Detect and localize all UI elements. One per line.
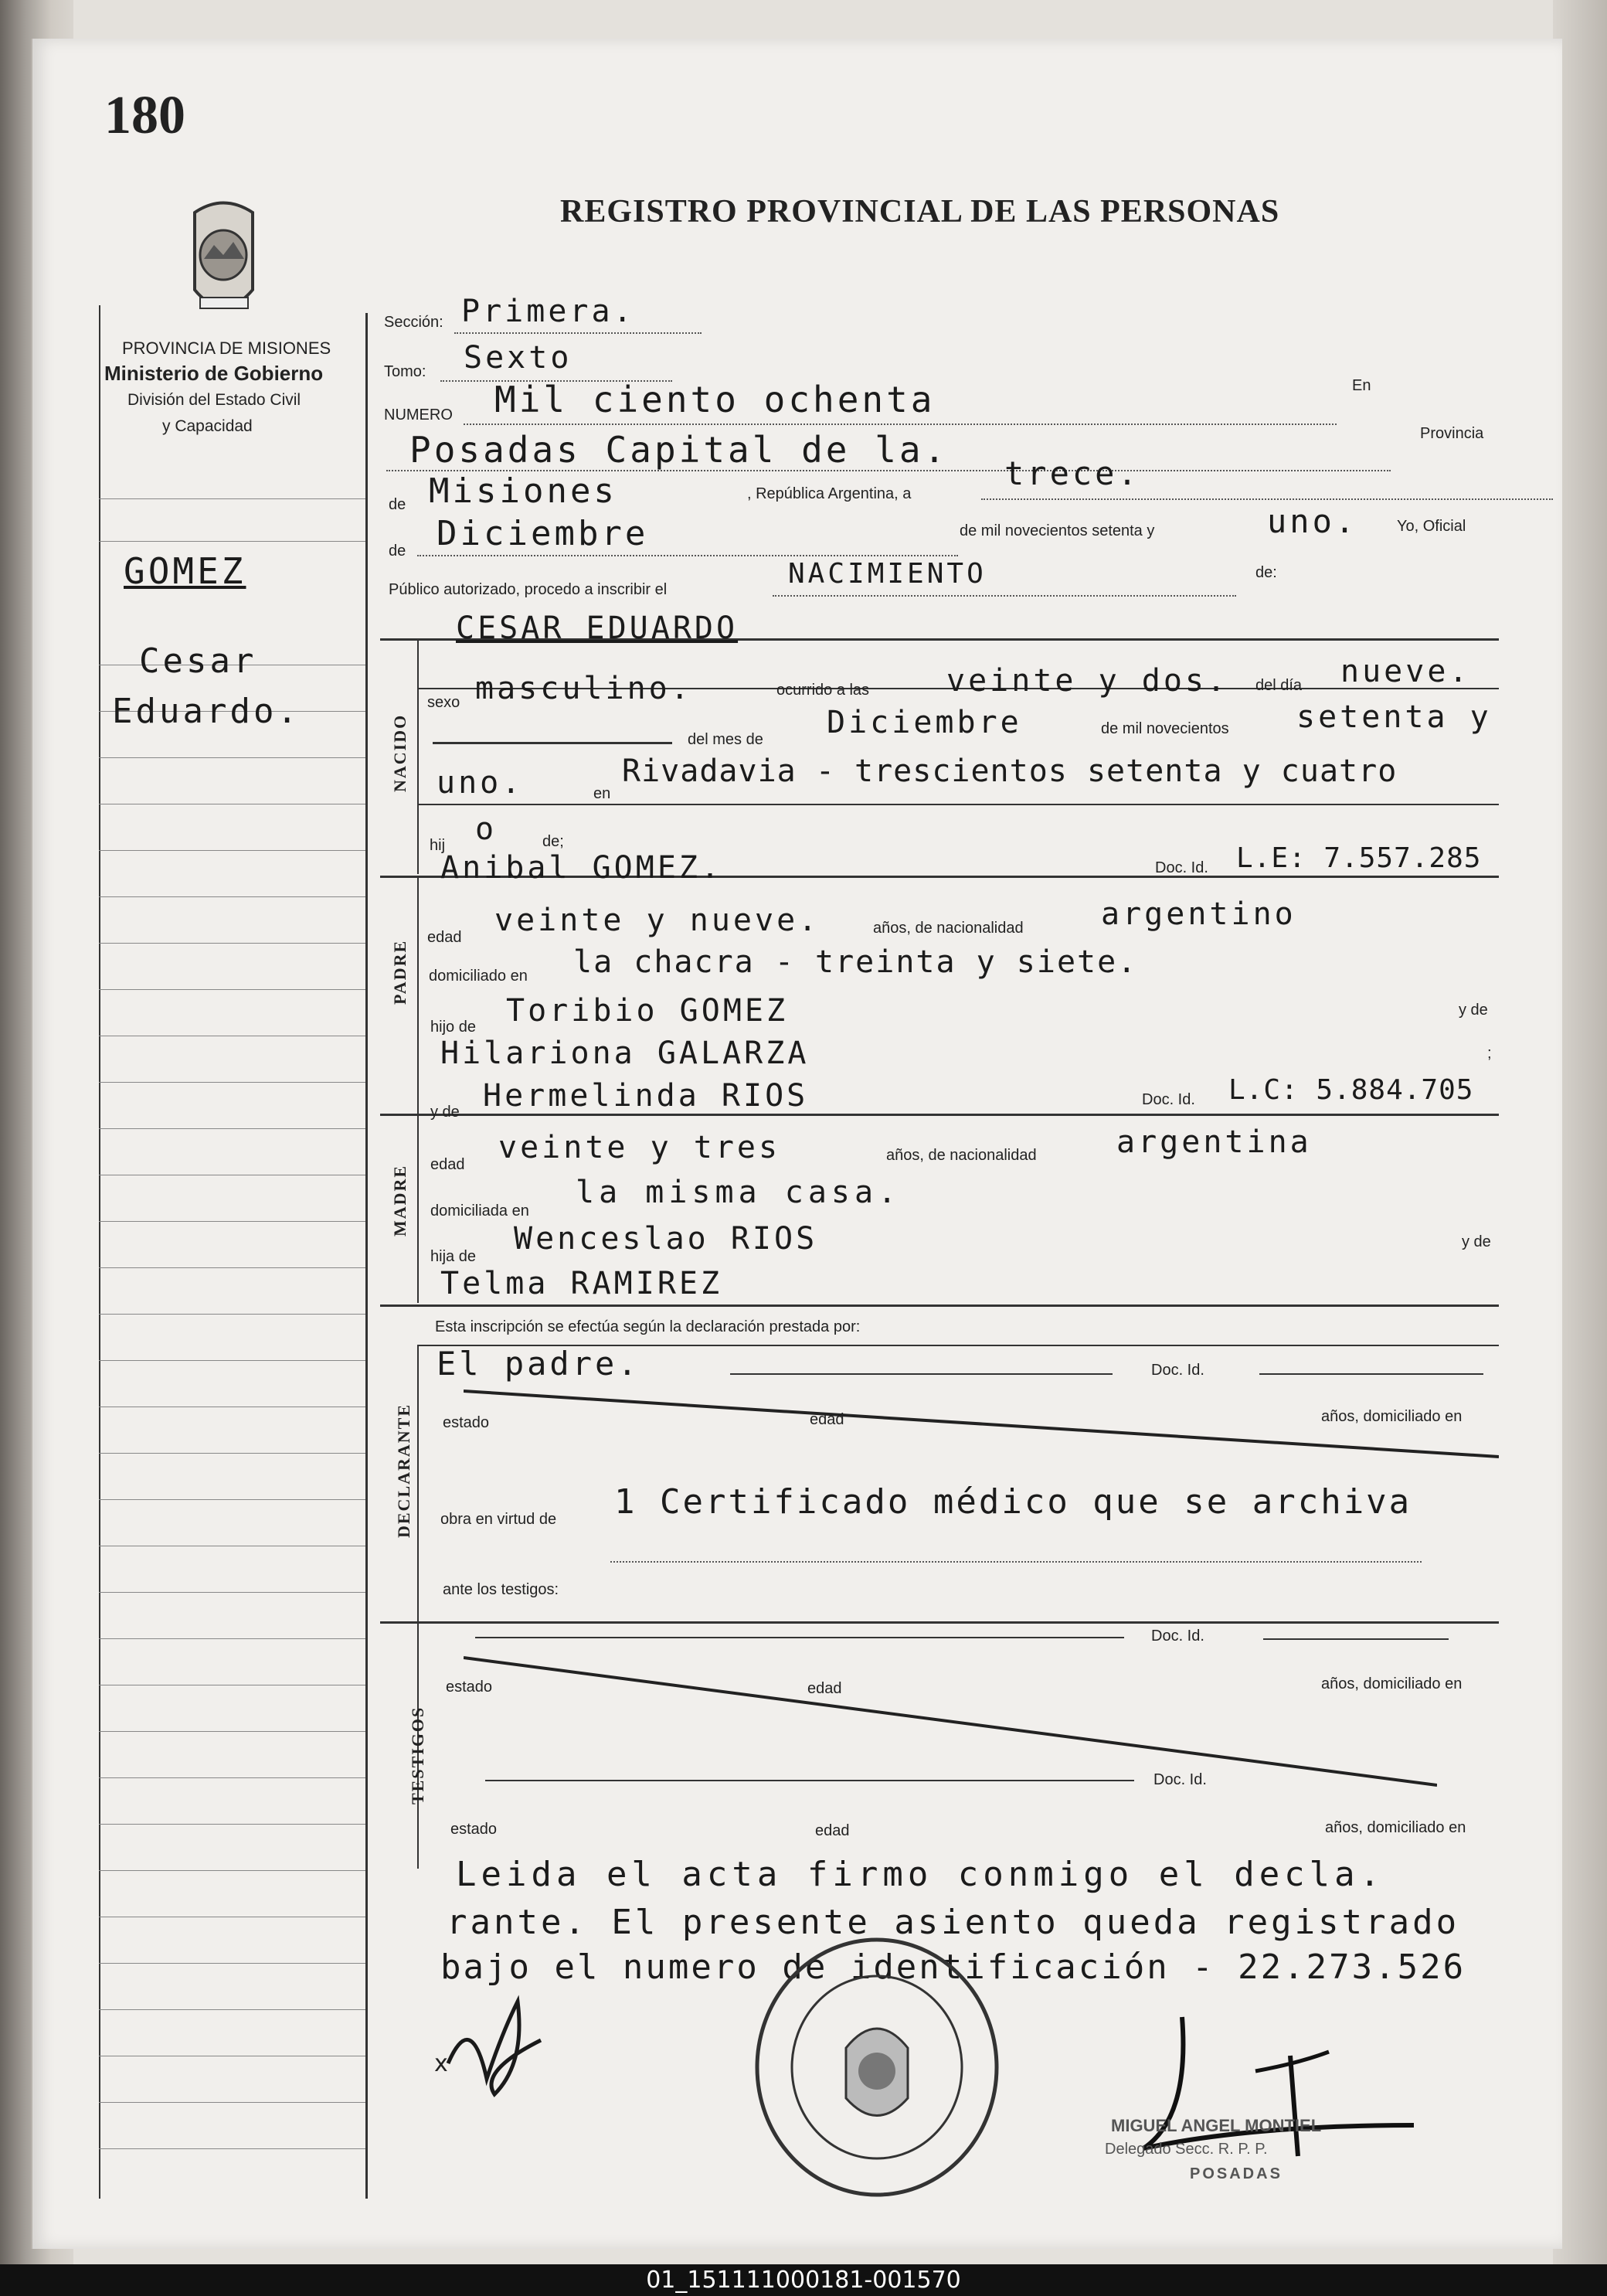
left-rule-7 (99, 850, 365, 851)
padre-dom-label: domiciliado en (429, 968, 528, 985)
padre-domicilio: la chacra - treinta y siete. (573, 944, 1138, 980)
testigo1-doc-line (1263, 1638, 1449, 1640)
madre-divider (417, 1114, 419, 1303)
padre-nac-label: años, de nacionalidad (873, 920, 1024, 937)
declarante-divider (417, 1345, 419, 1623)
left-rule-18 (99, 1360, 365, 1361)
left-rule-28 (99, 1824, 365, 1825)
nacido-divider (417, 638, 419, 874)
testigo1-edad-label: edad (807, 1680, 842, 1697)
provincia-value: Misiones (429, 471, 617, 511)
sexo-value: masculino. (475, 671, 692, 706)
nacido-rule-2 (417, 804, 1499, 805)
lugar-nac-value: Rivadavia - trescientos setenta y cuatro (622, 753, 1398, 789)
madre-label: MADRE (390, 1164, 409, 1236)
cierre-linea-2: rante. El presente asiento queda registrado (447, 1903, 1460, 1942)
padre-divider (417, 876, 419, 1115)
left-rule-8 (99, 896, 365, 897)
de-label-2: de (389, 543, 406, 560)
left-rule-20 (99, 1453, 365, 1454)
declarante-label: DECLARANTE (394, 1403, 413, 1538)
padre-nacionalidad: argentino (1101, 896, 1296, 932)
division-label-2: y Capacidad (162, 417, 253, 435)
dia-value: trece. (1004, 454, 1140, 492)
numero-label: NUMERO (384, 406, 453, 423)
padre-yde-label: y de (1459, 1002, 1488, 1019)
testigo2-line (485, 1780, 1134, 1781)
del-mes-label: del mes de (688, 731, 763, 748)
left-rule-17 (99, 1314, 365, 1315)
nacido-label: NACIDO (390, 713, 409, 792)
left-rule-35 (99, 2148, 365, 2149)
left-rule-29 (99, 1870, 365, 1871)
file-identifier: 01_151111000181-001570 (0, 2264, 1607, 2296)
left-rule-10 (99, 989, 365, 990)
padre-nombre: Anibal GOMEZ. (440, 850, 723, 886)
madre-yde-label: y de (430, 1104, 460, 1121)
testigo2-edad-label: edad (815, 1822, 850, 1839)
testigo2-doc-label: Doc. Id. (1153, 1771, 1207, 1788)
padre-edad-value: veinte y nueve. (494, 903, 820, 938)
sexo-label: sexo (427, 694, 460, 711)
left-rule-1 (99, 498, 365, 499)
obra-label: obra en virtud de (440, 1511, 557, 1528)
padre-hijo-label: hijo de (430, 1019, 476, 1036)
ministry-label: Ministerio de Gobierno (104, 362, 324, 385)
declarant-signature (433, 1986, 564, 2102)
margin-given-1: Cesar (139, 641, 257, 681)
declarante-strike-line (464, 1387, 1499, 1464)
testigo1-anos-label: años, domiciliado en (1321, 1675, 1463, 1692)
testigo2-anos-label: años, domiciliado en (1325, 1819, 1466, 1836)
numero-value: Mil ciento ochenta (494, 379, 936, 420)
left-rule-21 (99, 1499, 365, 1500)
mes-nac-value: Diciembre (827, 705, 1022, 740)
seccion-value: Primera. (461, 294, 635, 329)
acto-line (773, 595, 1236, 597)
madre-nacionalidad: argentina (1116, 1124, 1312, 1160)
testigo2-estado-label: estado (450, 1821, 498, 1838)
mes-line (417, 555, 958, 556)
left-margin-rule (99, 305, 100, 2199)
tomo-label: Tomo: (384, 363, 426, 380)
publico-label: Público autorizado, procedo a inscribir el (389, 581, 668, 598)
official-name: MIGUEL ANGEL MONTIEL (1111, 2116, 1322, 2135)
left-rule-9 (99, 943, 365, 944)
dia-nac-value: nueve. (1340, 654, 1471, 689)
padre-semicolon: ; (1487, 1045, 1492, 1062)
padre-edad-label: edad (427, 929, 462, 946)
seccion-label: Sección: (384, 314, 443, 331)
left-rule-2 (99, 541, 365, 542)
madre-doc-label: Doc. Id. (1142, 1091, 1195, 1108)
declarante-doc-label: Doc. Id. (1151, 1362, 1204, 1379)
svg-text:x: x (434, 2050, 448, 2077)
esta-inscripcion-label: Esta inscripción se efectúa según la declaración prestada por: (435, 1318, 861, 1335)
left-rule-5 (99, 757, 365, 758)
margin-given-2: Eduardo. (112, 692, 301, 731)
provincia-label: Provincia (1420, 425, 1484, 442)
republica-label: , República Argentina, a (747, 485, 912, 502)
tomo-value: Sexto (464, 340, 572, 376)
padre-padre: Toribio GOMEZ (506, 993, 789, 1029)
declarante-anos-label: años, domiciliado en (1321, 1408, 1463, 1425)
testigo1-estado-label: estado (446, 1679, 493, 1696)
page-title: REGISTRO PROVINCIAL DE LAS PERSONAS (560, 194, 1280, 230)
left-column-divider (365, 313, 368, 2199)
anio-nac2-value: uno. (437, 765, 524, 801)
declarante-estado-label: estado (443, 1414, 490, 1431)
madre-edad-label: edad (430, 1156, 465, 1173)
de-colon-label: de: (1255, 564, 1277, 581)
left-rule-23 (99, 1592, 365, 1593)
madre-domicilio: la misma casa. (576, 1175, 902, 1210)
official-city: POSADAS (1190, 2165, 1283, 2182)
left-rule-31 (99, 1963, 365, 1964)
declarante-quien: El padre. (437, 1345, 640, 1383)
province-label: PROVINCIA DE MISIONES (122, 338, 331, 358)
madre-edad-value: veinte y tres (498, 1130, 781, 1165)
testigos-label: TESTIGOS (408, 1706, 427, 1804)
testigos-strike-line (464, 1654, 1437, 1793)
ante-label: ante los testigos: (443, 1581, 559, 1598)
seccion-line (454, 332, 702, 334)
madre-dom-label: domiciliada en (430, 1202, 529, 1219)
left-rule-24 (99, 1638, 365, 1639)
madre-hija-label: hija de (430, 1248, 476, 1265)
left-rule-15 (99, 1221, 365, 1222)
official-seal (749, 1932, 1004, 2202)
en-label: En (1352, 377, 1371, 394)
madre-top-line (380, 1114, 1499, 1116)
en2-label: en (593, 785, 611, 802)
testigo1-line (475, 1637, 1124, 1638)
mil-novecientos-label: de mil novecientos setenta y (960, 522, 1155, 539)
padre-doc-label: Doc. Id. (1155, 859, 1208, 876)
left-rule-32 (99, 2009, 365, 2010)
left-rule-34 (99, 2102, 365, 2103)
madre-yde2-label: y de (1462, 1233, 1491, 1250)
declarante-quien-line (730, 1373, 1113, 1375)
numero-line (464, 423, 1337, 425)
left-rule-12 (99, 1082, 365, 1083)
padre-madre: Hilariona GALARZA (440, 1036, 810, 1071)
lugar-value: Posadas Capital de la. (409, 429, 949, 471)
margin-surname: GOMEZ (124, 550, 246, 592)
madre-nac-label: años, de nacionalidad (886, 1147, 1037, 1164)
obra-line (610, 1561, 1422, 1563)
declarante-doc-line (1259, 1373, 1483, 1375)
coat-of-arms-icon (179, 197, 268, 328)
acto-value: NACIMIENTO (788, 558, 987, 590)
padre-label: PADRE (390, 939, 409, 1005)
mes-nac-blank (433, 742, 672, 744)
page-number: 180 (104, 86, 185, 145)
declarante-obra: 1 Certificado médico que se archiva (614, 1482, 1412, 1522)
left-rule-13 (99, 1128, 365, 1129)
nombre-value: CESAR EDUARDO (456, 611, 739, 646)
del-dia-label: del día (1255, 677, 1303, 694)
hora-value: veinte y dos. (946, 663, 1229, 699)
left-rule-16 (99, 1267, 365, 1268)
madre-nombre: Hermelinda RIOS (483, 1078, 809, 1114)
anio-value: uno. (1267, 502, 1358, 540)
declarante-top-line (380, 1304, 1499, 1307)
left-rule-26 (99, 1731, 365, 1732)
dia-line (981, 498, 1553, 500)
de-label-1: de (389, 496, 406, 513)
yo-oficial-label: Yo, Oficial (1397, 518, 1466, 535)
padre-doc-value: L.E: 7.557.285 (1236, 842, 1482, 874)
testigo1-doc-label: Doc. Id. (1151, 1628, 1204, 1645)
hij-suffix-value: o (475, 811, 498, 847)
declarante-edad-label: edad (810, 1411, 844, 1428)
testigos-top-line (380, 1621, 1499, 1624)
de2-label: de; (542, 833, 564, 850)
mes-value: Diciembre (437, 514, 649, 553)
cierre-linea-1: Leida el acta firmo conmigo el decla. (456, 1855, 1385, 1894)
anio-nac1-value: setenta y (1296, 699, 1492, 735)
mil-nov2-label: de mil novecientos (1101, 720, 1229, 737)
hij-label: hij (430, 837, 446, 854)
cierre-linea-3: bajo el numero de identificación - 22.273.526 (440, 1947, 1466, 1987)
madre-madre: Telma RAMIREZ (440, 1266, 723, 1301)
division-label-1: División del Estado Civil (127, 391, 301, 409)
ocurrido-label: ocurrido a las (776, 682, 870, 699)
official-title: Delegado Secc. R. P. P. (1105, 2141, 1268, 2158)
left-rule-27 (99, 1777, 365, 1778)
madre-doc-value: L.C: 5.884.705 (1228, 1074, 1474, 1106)
madre-padre: Wenceslao RIOS (514, 1221, 818, 1257)
